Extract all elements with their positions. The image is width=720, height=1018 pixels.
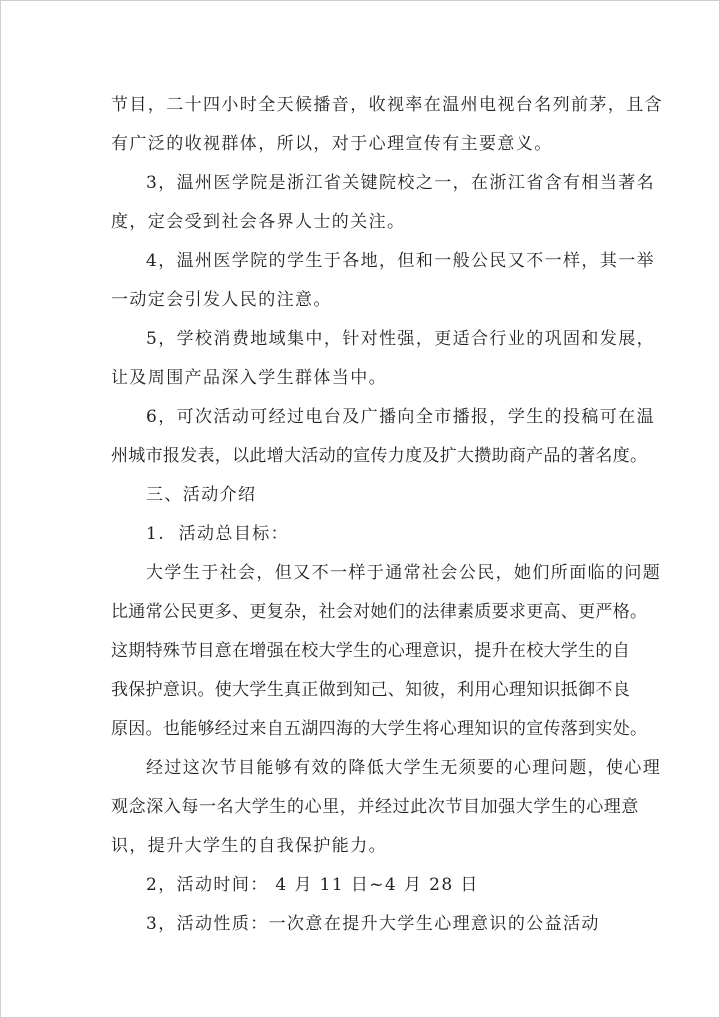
text-line: 一动定会引发人民的注意。: [111, 290, 332, 310]
text-line: 2，活动时间： 4 月 11 日~4 月 28 日: [146, 875, 479, 895]
text-line: 我保护意识。使大学生真正做到知己、知彼，利用心理知识抵御不良: [111, 680, 630, 700]
section-heading: 三、活动介绍: [146, 485, 257, 505]
text-line: 这期特殊节目意在增强在校大学生的心理意识，提升在校大学生的自: [111, 641, 630, 661]
text-line: 观念深入每一名大学生的心里，并经过此次节目加强大学生的心理意: [111, 797, 639, 817]
text-line: 有广泛的收视群体，所以，对于心理宣传有主要意义。: [111, 134, 553, 154]
text-line: 3，活动性质：一次意在提升大学生心理意识的公益活动: [146, 914, 600, 934]
text-line: 州城市报发表，以此增大活动的宣传力度及扩大攒助商产品的著名度。: [111, 446, 648, 466]
text-line: 4，温州医学院的学生于各地，但和一般公民又不一样，其一举: [146, 251, 656, 271]
text-line: 节目，二十四小时全天候播音，收视率在温州电视台名列前茅，且含: [111, 95, 663, 115]
text-line: 度，定会受到社会各界人士的关注。: [111, 212, 406, 232]
text-line: 识，提升大学生的自我保护能力。: [111, 836, 387, 856]
subsection-heading: 1. 活动总目标：: [146, 524, 290, 544]
text-line: 原因。也能够经过来自五湖四海的大学生将心理知识的宣传落到实处。: [111, 719, 648, 739]
text-line: 3，温州医学院是浙江省关键院校之一，在浙江省含有相当著名: [146, 173, 656, 193]
text-line: 6，可次活动可经过电台及广播向全市播报，学生的投稿可在温: [146, 407, 656, 427]
text-line: 比通常公民更多、更复杂，社会对她们的法律素质要求更高、更严格。: [111, 602, 648, 622]
text-line: 5，学校消费地域集中，针对性强，更适合行业的巩固和发展，: [146, 329, 656, 349]
text-line: 经过这次节目能够有效的降低大学生无须要的心理问题，使心理: [146, 758, 662, 778]
text-line: 大学生于社会，但又不一样于通常社会公民，她们所面临的问题: [146, 563, 662, 583]
text-line: 让及周围产品深入学生群体当中。: [111, 368, 387, 388]
